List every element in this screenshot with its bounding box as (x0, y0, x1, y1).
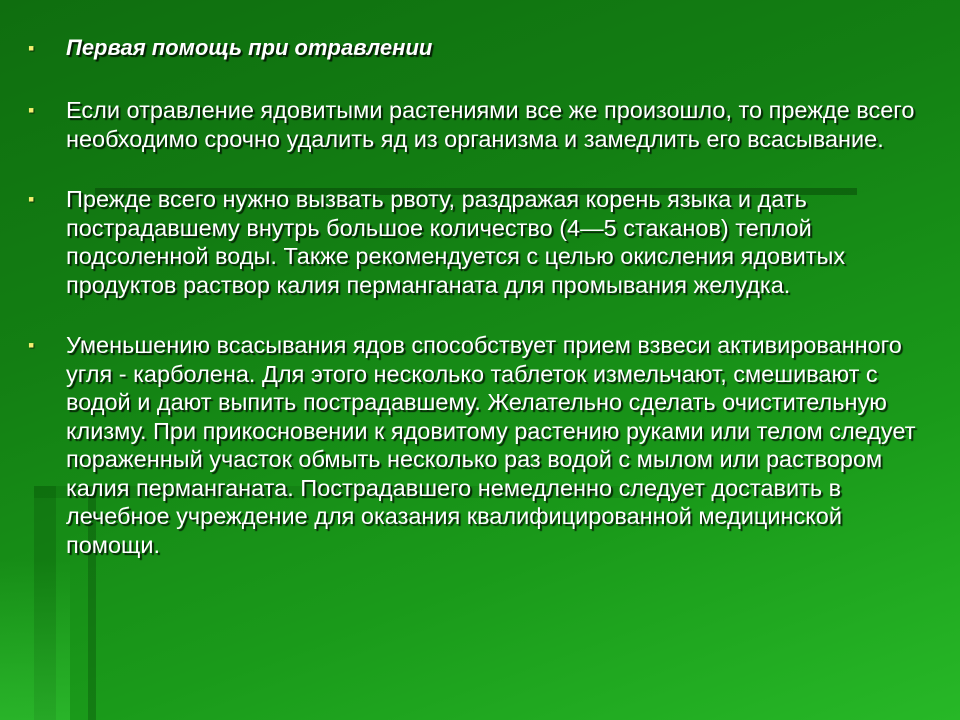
bullet-item-title (28, 34, 928, 62)
bullet-item (28, 96, 928, 153)
bullet-item (28, 185, 928, 299)
square-bullet-icon: ▪ (28, 189, 35, 209)
square-bullet-icon: ▪ (28, 100, 35, 120)
slide-content (28, 30, 928, 559)
bullet-item (28, 331, 928, 559)
bullet-text: Уменьшению всасывания ядов способствует прием взвеси активированного угля - карболена. Для этого несколько таблеток измельчают, смешивают с водой и дают выпить пострадавшему. Желательно сделать очистительную клизму. При прикосновении к ядовитому растению руками или телом следует пораженный участок обмыть несколько раз водой с мылом или раствором калия перманганата. Пострадавшего немедленно следует доставить в лечебное учреждение для оказания квалифицированной медицинской помощи. (66, 332, 916, 558)
square-bullet-icon: ▪ (28, 38, 35, 58)
square-bullet-icon: ▪ (28, 335, 35, 355)
slide-title: Первая помощь при отравлении (66, 35, 433, 60)
bullet-text: Если отравление ядовитыми растениями все же произошло, то прежде всего необходимо срочно удалить яд из организма и замедлить его всасывание. (66, 97, 915, 152)
bullet-text: Прежде всего нужно вызвать рвоту, раздражая корень языка и дать пострадавшему внутрь большое количество (4—5 стаканов) теплой подсоленной воды. Также рекомендуется с целью окисления ядовитых продуктов раствор калия перманганата для промывания желудка. (66, 186, 846, 298)
decorative-glow (0, 560, 70, 720)
